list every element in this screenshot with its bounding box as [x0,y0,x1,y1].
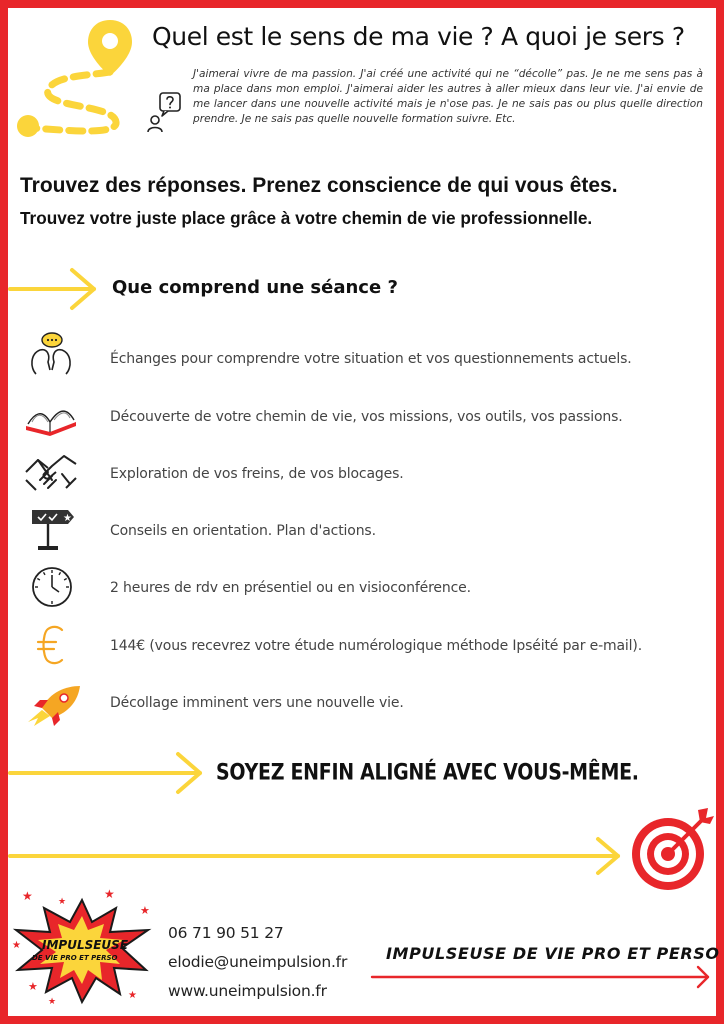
contact-website[interactable]: www.uneimpulsion.fr [168,982,327,1000]
svg-text:★: ★ [140,904,150,917]
session-item-6: 144€ (vous recevrez votre étude numérologique méthode Ipséité par e-mail). [110,638,643,654]
contact-email[interactable]: elodie@uneimpulsion.fr [168,953,348,971]
target-icon [628,804,718,894]
svg-text:★: ★ [128,990,137,1001]
svg-text:★: ★ [104,887,115,901]
session-item-2: Découverte de votre chemin de vie, vos missions, vos outils, vos passions. [110,409,623,425]
signpost-icon [22,504,80,554]
arrow-right-icon [8,750,206,796]
intro-text: J'aimerai vivre de ma passion. J'ai créé une activité qui ne “décolle” pas. Je ne me sens pas à ma place dans mon emploi. J'aimerai aider les autres à aller mieux dans leur vie. J'ai envie de me lancer dans une nouvelle activité mais je n'ose pas. Je ne sais pas ou plus quelle direction prendre. Je ne sais pas quelle nouvelle formation suivre. Etc. [193,68,703,125]
session-item-5: 2 heures de rdv en présentiel ou en visioconférence. [110,580,471,596]
clock-icon [22,562,80,612]
session-item-3: Exploration de vos freins, de vos blocages. [110,466,404,482]
session-item-7: Décollage imminent vers une nouvelle vie. [110,695,404,711]
open-book-icon [22,392,80,442]
arrow-right-icon [8,833,624,879]
page-title: Quel est le sens de ma vie ? A quoi je sers ? [152,22,685,51]
svg-text:★: ★ [28,980,38,993]
svg-text:★: ★ [12,940,21,951]
euro-icon [22,620,80,670]
session-item-4: Conseils en orientation. Plan d'actions. [110,523,376,539]
session-item-1: Échanges pour comprendre votre situation et vos questionnements actuels. [110,351,632,367]
arrow-right-icon [8,266,100,312]
slogan: SOYEZ ENFIN ALIGNÉ AVEC VOUS-MÊME. [216,760,639,786]
arrow-right-icon [370,964,716,990]
rocket-icon [22,678,80,728]
session-title: Que comprend une séance ? [112,277,398,298]
brand-tagline: IMPULSEUSE DE VIE PRO ET PERSO [386,944,720,963]
question-person-icon [146,90,186,134]
headline-secondary: Trouvez votre juste place grâce à votre chemin de vie professionnelle. [20,208,593,228]
svg-text:★: ★ [58,897,67,907]
map-path-icon [14,18,144,142]
contact-phone[interactable]: 06 71 90 51 27 [168,924,284,942]
svg-text:★: ★ [48,997,57,1007]
headline-primary: Trouvez des réponses. Prenez conscience de qui vous êtes. [20,174,618,197]
svg-text:★: ★ [63,513,72,524]
logo-text-main: IMPULSEUSE [42,938,129,952]
handshake-icon [22,450,80,500]
chat-people-icon [22,330,80,380]
logo-text-sub: DE VIE PRO ET PERSO [32,954,118,962]
svg-text:★: ★ [22,889,33,903]
